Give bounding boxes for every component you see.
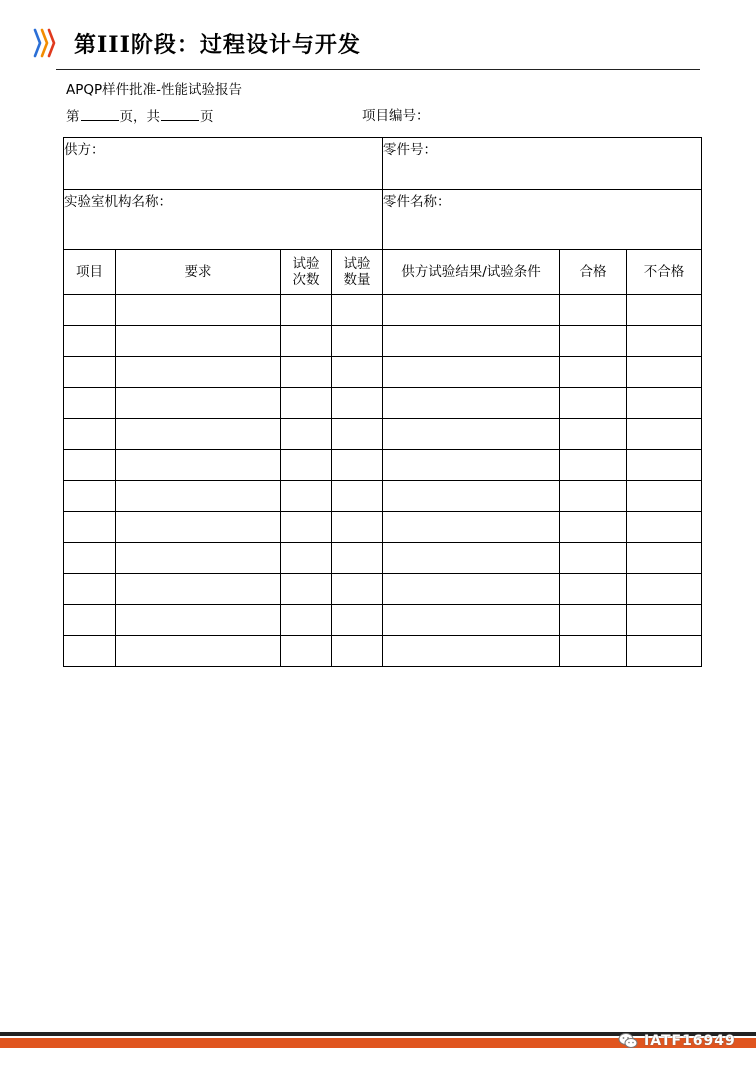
- table-cell[interactable]: [383, 543, 560, 574]
- part-name-label: 零件名称：: [383, 194, 451, 210]
- page-suffix: 页: [200, 109, 214, 125]
- table-cell[interactable]: [560, 357, 627, 388]
- table-cell[interactable]: [332, 481, 383, 512]
- table-cell[interactable]: [560, 326, 627, 357]
- table-cell[interactable]: [560, 636, 627, 667]
- header-test-quantity-line1: 试验: [343, 256, 371, 272]
- table-cell[interactable]: [560, 543, 627, 574]
- table-cell[interactable]: [560, 512, 627, 543]
- table-row: [64, 326, 702, 357]
- header-supplier-result: 供方试验结果/试验条件: [383, 250, 560, 295]
- table-cell[interactable]: [560, 388, 627, 419]
- table-cell[interactable]: [116, 326, 281, 357]
- table-cell[interactable]: [116, 574, 281, 605]
- table-row: [64, 605, 702, 636]
- table-cell[interactable]: [64, 512, 116, 543]
- table-cell[interactable]: [560, 605, 627, 636]
- table-cell[interactable]: [281, 574, 332, 605]
- table-cell[interactable]: [64, 326, 116, 357]
- table-row: [64, 419, 702, 450]
- supplier-field[interactable]: [64, 138, 383, 190]
- table-cell[interactable]: [116, 450, 281, 481]
- table-cell[interactable]: [116, 481, 281, 512]
- form-title: APQP样件批准-性能试验报告: [66, 82, 243, 98]
- info-row: [64, 190, 702, 250]
- table-cell[interactable]: [560, 574, 627, 605]
- supplier-label: 供方：: [64, 142, 105, 158]
- table-cell[interactable]: [64, 605, 116, 636]
- table-cell[interactable]: [281, 481, 332, 512]
- table-cell[interactable]: [627, 512, 702, 543]
- table-row: [64, 574, 702, 605]
- header-test-quantity: [332, 250, 383, 295]
- part-name-field[interactable]: [383, 190, 702, 250]
- table-cell[interactable]: [281, 543, 332, 574]
- table-cell[interactable]: [383, 512, 560, 543]
- current-page-blank[interactable]: [81, 107, 119, 121]
- table-cell[interactable]: [332, 605, 383, 636]
- table-row: [64, 450, 702, 481]
- table-cell[interactable]: [383, 419, 560, 450]
- table-cell[interactable]: [332, 357, 383, 388]
- table-row: [64, 481, 702, 512]
- header-test-quantity-line2: 数量: [343, 272, 371, 288]
- table-cell[interactable]: [383, 388, 560, 419]
- table-cell[interactable]: [64, 481, 116, 512]
- table-cell[interactable]: [64, 388, 116, 419]
- table-row: [64, 512, 702, 543]
- table-cell[interactable]: [560, 450, 627, 481]
- table-cell[interactable]: [560, 295, 627, 326]
- page-prefix: 第: [66, 109, 80, 125]
- table-cell[interactable]: [383, 481, 560, 512]
- table-row: [64, 388, 702, 419]
- performance-test-table: [63, 137, 702, 667]
- total-pages-blank[interactable]: [161, 107, 199, 121]
- table-cell[interactable]: [627, 326, 702, 357]
- table-row: [64, 357, 702, 388]
- header-fail: 不合格: [627, 250, 702, 295]
- table-cell[interactable]: [627, 450, 702, 481]
- table-cell[interactable]: [281, 450, 332, 481]
- table-cell[interactable]: [560, 419, 627, 450]
- table-cell[interactable]: [281, 357, 332, 388]
- table-row: [64, 543, 702, 574]
- table-cell[interactable]: [332, 512, 383, 543]
- table-cell[interactable]: [383, 295, 560, 326]
- project-number-label: 项目编号：: [362, 108, 430, 124]
- table-cell[interactable]: [64, 543, 116, 574]
- table-cell[interactable]: [281, 605, 332, 636]
- table-cell[interactable]: [627, 636, 702, 667]
- table-cell[interactable]: [116, 357, 281, 388]
- table-cell[interactable]: [116, 419, 281, 450]
- table-cell[interactable]: [332, 574, 383, 605]
- table-cell[interactable]: [332, 419, 383, 450]
- table-cell[interactable]: [383, 357, 560, 388]
- table-cell[interactable]: [116, 636, 281, 667]
- table-cell[interactable]: [627, 605, 702, 636]
- table-cell[interactable]: [627, 419, 702, 450]
- table-cell[interactable]: [383, 450, 560, 481]
- header-test-count-line2: 次数: [292, 272, 320, 288]
- table-cell[interactable]: [332, 543, 383, 574]
- table-cell[interactable]: [281, 419, 332, 450]
- table-cell[interactable]: [332, 295, 383, 326]
- table-cell[interactable]: [383, 605, 560, 636]
- table-cell[interactable]: [383, 636, 560, 667]
- table-cell[interactable]: [64, 574, 116, 605]
- table-cell[interactable]: [627, 388, 702, 419]
- table-cell[interactable]: [560, 481, 627, 512]
- part-number-field[interactable]: [383, 138, 702, 190]
- header-test-count-line1: 试验: [292, 256, 320, 272]
- table-cell[interactable]: [332, 450, 383, 481]
- table-cell[interactable]: [627, 543, 702, 574]
- table-cell[interactable]: [332, 326, 383, 357]
- table-cell[interactable]: [64, 450, 116, 481]
- brand-logo-icon: [32, 26, 58, 60]
- table-header-row: [64, 250, 702, 295]
- table-row: [64, 636, 702, 667]
- table-cell[interactable]: [116, 543, 281, 574]
- table-cell[interactable]: [281, 295, 332, 326]
- table-cell[interactable]: [281, 636, 332, 667]
- table-cell[interactable]: [116, 388, 281, 419]
- table-cell[interactable]: [627, 295, 702, 326]
- page-mid: 页，共: [119, 109, 160, 125]
- table-cell[interactable]: [281, 388, 332, 419]
- header-pass: 合格: [560, 250, 627, 295]
- table-cell[interactable]: [281, 326, 332, 357]
- table-cell[interactable]: [383, 574, 560, 605]
- table-cell[interactable]: [627, 574, 702, 605]
- table-cell[interactable]: [116, 295, 281, 326]
- table-cell[interactable]: [383, 326, 560, 357]
- part-number-label: 零件号：: [383, 142, 437, 158]
- watermark: [618, 1029, 750, 1053]
- watermark-text: IATF16949: [644, 1033, 736, 1049]
- table-cell[interactable]: [281, 512, 332, 543]
- table-cell[interactable]: [64, 357, 116, 388]
- page-title: 第III阶段：过程设计与开发: [74, 32, 361, 58]
- table-cell[interactable]: [116, 512, 281, 543]
- lab-name-label: 实验室机构名称：: [64, 194, 172, 210]
- table-cell[interactable]: [332, 636, 383, 667]
- table-cell[interactable]: [64, 295, 116, 326]
- table-cell[interactable]: [627, 481, 702, 512]
- page-counter: [66, 107, 214, 126]
- table-cell[interactable]: [332, 388, 383, 419]
- table-cell[interactable]: [627, 357, 702, 388]
- table-cell[interactable]: [64, 636, 116, 667]
- header-test-count: [281, 250, 332, 295]
- table-cell[interactable]: [116, 605, 281, 636]
- lab-name-field[interactable]: [64, 190, 383, 250]
- table-cell[interactable]: [64, 419, 116, 450]
- table-row: [64, 295, 702, 326]
- header-requirement: 要求: [116, 250, 281, 295]
- wechat-icon: [618, 1032, 638, 1050]
- info-row: [64, 138, 702, 190]
- title-divider: [56, 69, 700, 70]
- header-item: 项目: [64, 250, 116, 295]
- table-body: [64, 295, 702, 667]
